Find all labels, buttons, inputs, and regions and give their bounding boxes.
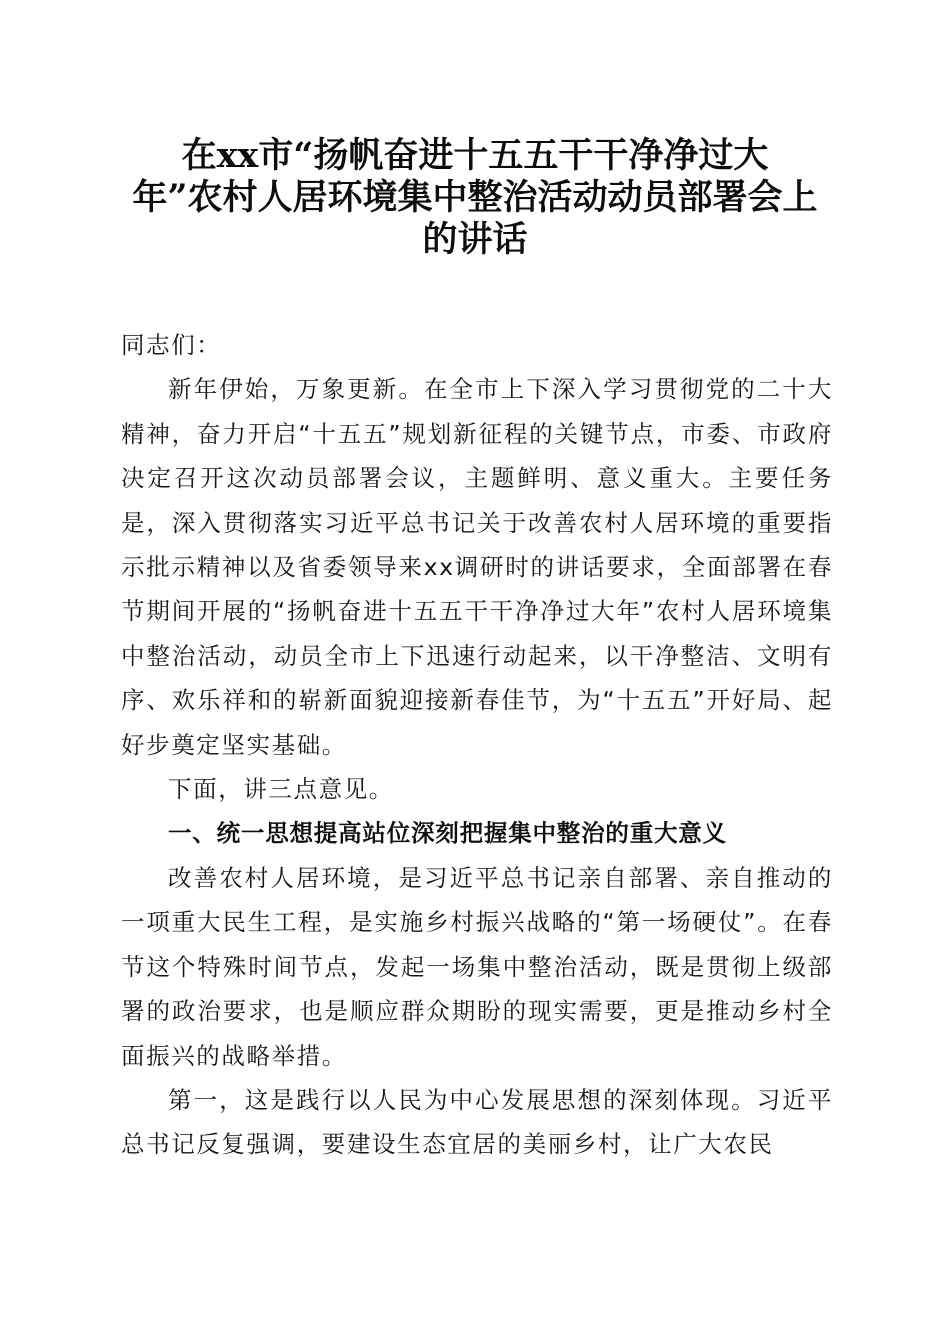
- opening-paragraph: 新年伊始，万象更新。在全市上下深入学习贯彻党的二十大精神，奋力开启“十五五”规划新征程的关键节点，市委、市政府决定召开这次动员部署会议，主题鲜明、意义重大。主要任务是，深入贯彻落实习近平总书记关于改善农村人居环境的重要指示批示精神以及省委领导来xx调研时的讲话要求，全面部署在春节期间开展的“扬帆奋进十五五干干净净过大年”农村人居环境集中整治活动，动员全市上下迅速行动起来，以干净整洁、文明有序、欢乐祥和的崭新面貌迎接新春佳节，为“十五五”开好局、起好步奠定坚实基础。: [121, 375, 833, 759]
- section-heading-1: 一、统一思想提高站位深刻把握集中整治的重大意义: [168, 819, 727, 848]
- title-line-1: 在xx市“扬帆奋进十五五干干净净过大: [181, 135, 769, 176]
- document-title: [100, 135, 850, 261]
- salutation: 同志们：: [121, 331, 222, 359]
- transition-paragraph: 下面，讲三点意见。: [168, 775, 394, 804]
- section-1-paragraph-1: 改善农村人居环境，是习近平总书记亲自部署、亲自推动的一项重大民生工程，是实施乡村振兴战略的“第一场硬仗”。在春节这个特殊时间节点，发起一场集中整治活动，既是贯彻上级部署的政治要求，也是顺应群众期盼的现实需要，更是推动乡村全面振兴的战略举措。: [121, 863, 833, 1070]
- section-1-paragraph-2: 第一，这是践行以人民为中心发展思想的深刻体现。习近平总书记反复强调，要建设生态宜居的美丽乡村，让广大农民: [121, 1085, 833, 1159]
- document-body: [121, 323, 833, 1167]
- title-line-3: 的讲话: [422, 219, 528, 260]
- title-line-2: 年”农村人居环境集中整治活动动员部署会上: [132, 177, 818, 218]
